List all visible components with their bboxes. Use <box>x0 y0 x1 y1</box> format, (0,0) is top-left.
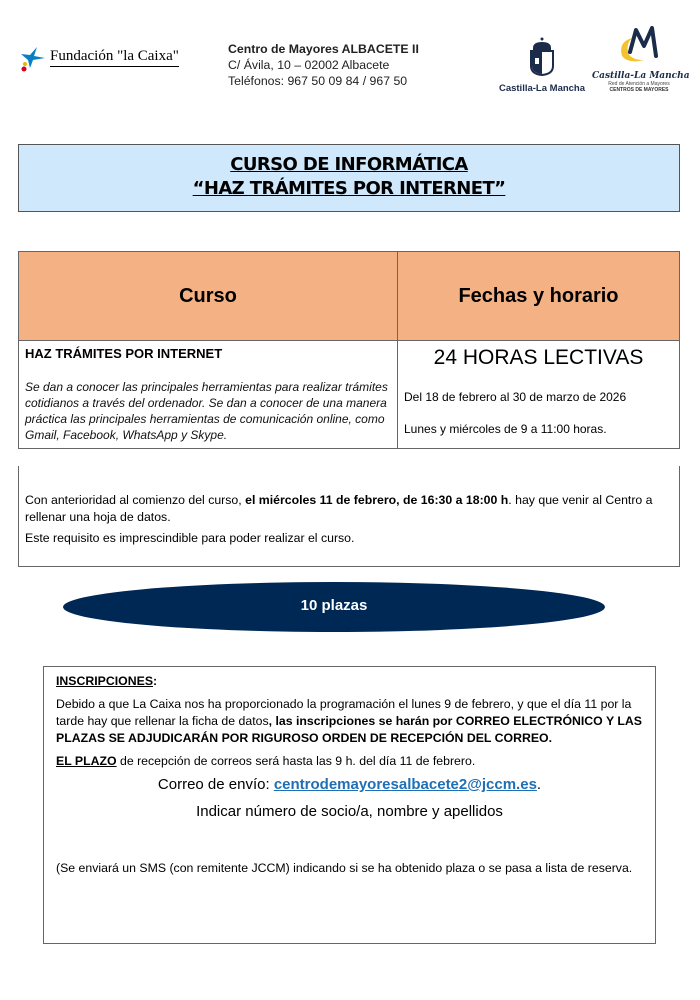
castilla-la-mancha-logo <box>497 36 587 96</box>
course-table <box>18 251 680 449</box>
requisite-box <box>18 466 680 567</box>
requisite-text-start: Con anterioridad al comienzo del curso, <box>25 493 246 507</box>
title-line-1: CURSO DE INFORMÁTICA <box>230 154 468 175</box>
requisite-paragraph <box>25 492 673 526</box>
requisite-date-time: el miércoles 11 de febrero, de 16:30 a 18:00 h <box>245 493 509 507</box>
cm-logo-subtitle: Red de Atención a Mayores <box>608 81 670 87</box>
table-header-row <box>19 252 680 341</box>
email-link[interactable]: centrodemayoresalbacete2@jccm.es <box>273 776 537 793</box>
clm-logo-text: Castilla-La Mancha <box>498 83 586 94</box>
requisite-note: Este requisito es imprescindible para poder realizar el curso. <box>25 531 355 545</box>
plazas-badge: 10 plazas <box>63 582 605 632</box>
plazo-text: de recepción de correos será hasta las 9 h. del día 11 de febrero. <box>116 754 476 768</box>
coat-of-arms-icon <box>527 36 557 76</box>
mail-label: Correo de envío: <box>157 776 274 793</box>
inscripciones-bold-text: , las inscripciones se harán por CORREO ELECTRÓNICO Y LAS PLAZAS SE ADJUDICARÁN POR RIGUROSO ORDEN DE RECEPCIÓN DEL CORREO. <box>56 714 642 745</box>
fundacion-la-caixa-logo <box>18 44 188 74</box>
center-address: C/ Ávila, 10 – 02002 Albacete <box>228 58 390 72</box>
plazo-paragraph <box>56 753 643 770</box>
id-instruction: Indicar número de socio/a, nombre y apellidos <box>196 803 503 820</box>
plazo-label: EL PLAZO <box>56 754 117 768</box>
course-hours: 24 HORAS LECTIVAS <box>433 346 644 369</box>
header-curso: Curso <box>19 252 398 341</box>
course-description: Se dan a conocer las principales herramientas para realizar trámites cotidianos a través del ordenador. Se dan a conocer de una manera práctica las principales herramientas de comunicación online, como Gmail, Facebook, WhatsApp y Skype. <box>25 380 388 442</box>
course-schedule: Lunes y miércoles de 9 a 11:00 horas. <box>404 422 607 436</box>
header-fechas-horario: Fechas y horario <box>398 252 680 341</box>
sms-note: (Se enviará un SMS (con remitente JCCM) indicando si se ha obtenido plaza o se pasa a lista de reserva. <box>56 861 633 875</box>
cm-logo-name: Castilla-La Mancha <box>592 71 690 81</box>
course-name: HAZ TRÁMITES POR INTERNET <box>25 346 223 361</box>
course-title-box <box>18 144 680 212</box>
center-phones: Teléfonos: 967 50 09 84 / 967 50 <box>228 74 408 88</box>
mail-end: . <box>536 776 542 793</box>
cm-monogram-icon <box>614 26 664 66</box>
caixa-star-icon <box>18 44 48 74</box>
cm-logo-tag: CENTROS DE MAYORES <box>609 87 669 93</box>
course-cell <box>19 341 398 449</box>
table-row <box>19 341 680 449</box>
title-line-2: “HAZ TRÁMITES POR INTERNET” <box>192 178 506 199</box>
centros-de-mayores-logo <box>592 26 690 104</box>
inscripciones-box <box>43 666 656 944</box>
inscripciones-title: INSCRIPCIONES <box>56 674 154 688</box>
center-name: Centro de Mayores ALBACETE II <box>228 42 419 56</box>
caixa-logo-text: Fundación "la Caixa" <box>50 48 179 67</box>
inscripciones-paragraph <box>56 696 643 747</box>
inscripciones-colon: : <box>153 674 158 688</box>
inscripciones-text: Debido a que La Caixa nos ha proporcionado la programación el lunes 9 de febrero, y que el día 11 por la tarde hay que rellenar la ficha de datos <box>56 697 632 728</box>
mail-line <box>56 776 643 793</box>
course-dates: Del 18 de febrero al 30 de marzo de 2026 <box>404 390 627 404</box>
center-info <box>228 41 419 89</box>
requisite-text-end: . hay que venir al Centro a rellenar una hoja de datos. <box>25 493 653 524</box>
schedule-cell <box>398 341 680 449</box>
